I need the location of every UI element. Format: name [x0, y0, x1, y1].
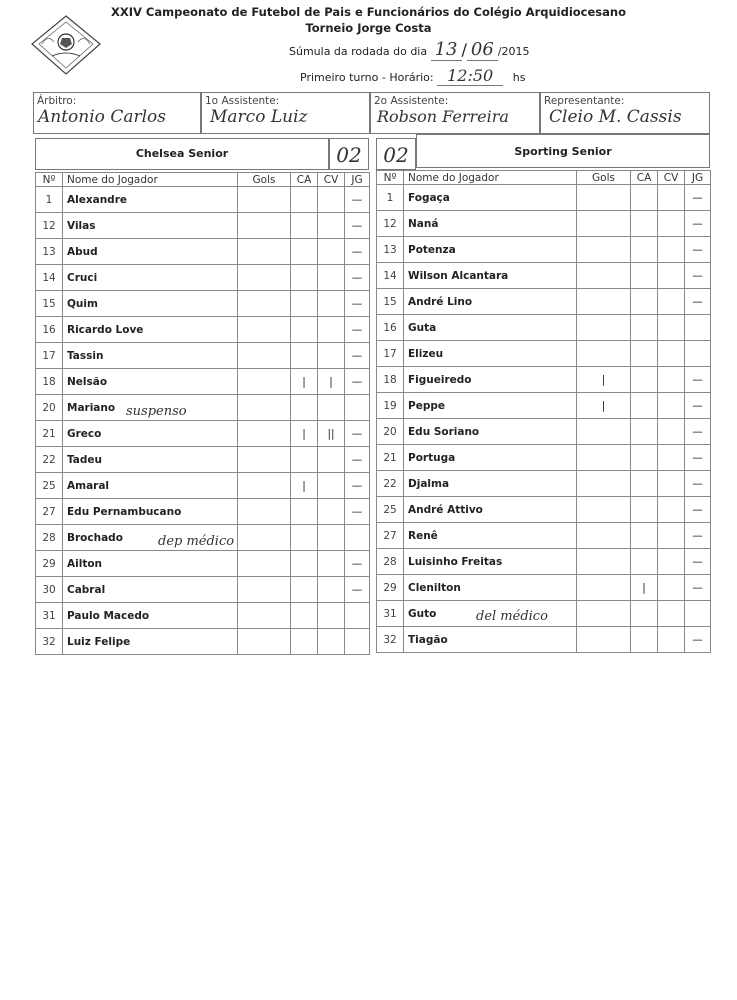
cv-cell[interactable]	[658, 289, 685, 315]
jg-cell[interactable]: —	[685, 627, 711, 653]
col-cv: CV	[658, 171, 685, 185]
player-row	[377, 315, 711, 341]
col-name: Nome do Jogador	[63, 173, 238, 187]
col-ca: CA	[631, 171, 658, 185]
player-number: 28	[36, 525, 63, 551]
player-name: Peppe	[404, 393, 577, 419]
ca-cell[interactable]	[291, 265, 318, 291]
ca-cell[interactable]: |	[291, 369, 318, 395]
player-row	[377, 419, 711, 445]
gols-cell[interactable]	[577, 315, 631, 341]
player-row	[377, 523, 711, 549]
cv-cell[interactable]	[658, 497, 685, 523]
player-number: 19	[377, 393, 404, 419]
gols-cell[interactable]	[577, 523, 631, 549]
player-name: Wilson Alcantara	[404, 263, 577, 289]
time-value[interactable]: 12:50	[437, 66, 503, 86]
jg-cell[interactable]: —	[345, 187, 370, 213]
ca-cell[interactable]	[631, 211, 658, 237]
player-row	[36, 447, 370, 473]
col-num: Nº	[377, 171, 404, 185]
player-number: 27	[36, 499, 63, 525]
cv-cell[interactable]	[318, 499, 345, 525]
gols-cell[interactable]	[577, 627, 631, 653]
cv-cell[interactable]	[658, 471, 685, 497]
ca-cell[interactable]	[291, 577, 318, 603]
col-ca: CA	[291, 173, 318, 187]
cv-cell[interactable]	[658, 627, 685, 653]
col-gols: Gols	[577, 171, 631, 185]
player-row	[36, 603, 370, 629]
gols-cell[interactable]	[577, 575, 631, 601]
player-row	[377, 341, 711, 367]
cv-cell[interactable]	[658, 523, 685, 549]
gols-cell[interactable]	[238, 317, 291, 343]
ca-cell[interactable]	[631, 523, 658, 549]
player-number: 28	[377, 549, 404, 575]
jg-cell[interactable]: —	[345, 369, 370, 395]
player-row	[377, 263, 711, 289]
gols-cell[interactable]	[577, 601, 631, 627]
jg-cell[interactable]: —	[685, 367, 711, 393]
player-name: Tiagão	[404, 627, 577, 653]
cv-cell[interactable]	[318, 343, 345, 369]
time-unit: hs	[512, 71, 526, 84]
player-number: 16	[377, 315, 404, 341]
player-row	[36, 291, 370, 317]
ca-cell[interactable]	[631, 393, 658, 419]
gols-cell[interactable]: |	[577, 367, 631, 393]
ca-cell[interactable]: |	[291, 421, 318, 447]
player-row	[36, 421, 370, 447]
ca-cell[interactable]	[631, 445, 658, 471]
player-name: Nelsão	[63, 369, 238, 395]
gols-cell[interactable]	[577, 263, 631, 289]
jg-cell[interactable]: —	[345, 421, 370, 447]
player-number: 14	[36, 265, 63, 291]
player-name: Luiz Felipe	[63, 629, 238, 655]
jg-cell[interactable]	[685, 601, 711, 627]
gols-cell[interactable]	[577, 341, 631, 367]
roster-left	[35, 172, 370, 655]
jg-cell[interactable]	[345, 629, 370, 655]
player-row	[377, 471, 711, 497]
jg-cell[interactable]	[345, 525, 370, 551]
player-row	[36, 239, 370, 265]
col-name: Nome do Jogador	[404, 171, 577, 185]
cv-cell[interactable]	[658, 575, 685, 601]
cv-cell[interactable]	[658, 341, 685, 367]
ca-cell[interactable]	[631, 471, 658, 497]
player-row	[36, 551, 370, 577]
player-name: Tassin	[63, 343, 238, 369]
ca-cell[interactable]	[291, 499, 318, 525]
arbitro-label: Árbitro:	[37, 95, 77, 107]
player-row	[36, 265, 370, 291]
representante-box[interactable]	[540, 92, 710, 134]
player-name: Abud	[63, 239, 238, 265]
player-number: 18	[377, 367, 404, 393]
player-name: Renê	[404, 523, 577, 549]
ca-cell[interactable]	[631, 601, 658, 627]
player-number: 20	[36, 395, 63, 421]
player-number: 25	[377, 497, 404, 523]
cv-cell[interactable]	[318, 317, 345, 343]
player-name: Brochado	[63, 525, 238, 551]
player-name: Potenza	[404, 237, 577, 263]
jg-cell[interactable]: —	[685, 393, 711, 419]
gols-cell[interactable]	[238, 473, 291, 499]
player-name: Djalma	[404, 471, 577, 497]
ca-cell[interactable]	[631, 341, 658, 367]
arbitro-box[interactable]	[33, 92, 201, 134]
jg-cell[interactable]: —	[345, 265, 370, 291]
gols-cell[interactable]	[577, 497, 631, 523]
player-name: Quim	[63, 291, 238, 317]
gols-cell[interactable]	[238, 213, 291, 239]
ca-cell[interactable]	[291, 603, 318, 629]
player-number: 30	[36, 577, 63, 603]
turno-line	[300, 66, 525, 85]
col-jg: JG	[345, 173, 370, 187]
sumula-line: Súmula da rodada do dia 13 / 06 /2015	[289, 39, 530, 60]
player-row	[36, 369, 370, 395]
player-name: Tadeu	[63, 447, 238, 473]
player-name: Mariano	[63, 395, 238, 421]
ca-cell[interactable]	[631, 549, 658, 575]
player-number: 15	[377, 289, 404, 315]
page-title: XXIV Campeonato de Futebol de Pais e Funcionários do Colégio Arquidiocesano	[110, 5, 626, 19]
player-number: 12	[377, 211, 404, 237]
player-name: Edu Pernambucano	[63, 499, 238, 525]
player-number: 22	[36, 447, 63, 473]
player-number: 17	[36, 343, 63, 369]
cv-cell[interactable]	[658, 601, 685, 627]
player-number: 12	[36, 213, 63, 239]
player-name: Luisinho Freitas	[404, 549, 577, 575]
player-row	[377, 185, 711, 211]
player-row	[377, 211, 711, 237]
note-dep-medico-left: dep médico	[158, 534, 235, 549]
player-name: Paulo Macedo	[63, 603, 238, 629]
player-name: Elizeu	[404, 341, 577, 367]
assistant2-box[interactable]	[370, 92, 540, 134]
cv-cell[interactable]	[658, 185, 685, 211]
jg-cell[interactable]: —	[685, 497, 711, 523]
jg-cell[interactable]: —	[345, 213, 370, 239]
ca-cell[interactable]	[631, 419, 658, 445]
col-num: Nº	[36, 173, 63, 187]
player-row	[377, 367, 711, 393]
ca-cell[interactable]	[291, 343, 318, 369]
gols-cell[interactable]	[238, 187, 291, 213]
player-row	[36, 473, 370, 499]
jg-cell[interactable]: —	[345, 551, 370, 577]
cv-cell[interactable]	[658, 549, 685, 575]
player-row	[36, 343, 370, 369]
player-name: Guto	[404, 601, 577, 627]
player-number: 31	[36, 603, 63, 629]
gols-cell[interactable]: |	[577, 393, 631, 419]
cv-cell[interactable]: |	[318, 369, 345, 395]
roster-header-row	[377, 171, 711, 185]
gols-cell[interactable]	[238, 265, 291, 291]
turno-prefix: Primeiro turno - Horário:	[300, 71, 434, 84]
jg-cell[interactable]: —	[685, 575, 711, 601]
cv-cell[interactable]	[658, 237, 685, 263]
jg-cell[interactable]: —	[685, 237, 711, 263]
ca-cell[interactable]	[291, 291, 318, 317]
gols-cell[interactable]	[577, 549, 631, 575]
ca-cell[interactable]	[631, 497, 658, 523]
jg-cell[interactable]	[345, 395, 370, 421]
assist2-value: Robson Ferreira	[377, 107, 509, 126]
ca-cell[interactable]	[631, 289, 658, 315]
player-name: Greco	[63, 421, 238, 447]
jg-cell[interactable]: —	[685, 471, 711, 497]
player-row	[377, 289, 711, 315]
gols-cell[interactable]	[238, 421, 291, 447]
team-left-name: Chelsea Senior	[35, 138, 329, 170]
note-dep-medico-right: del médico	[476, 609, 548, 624]
cv-cell[interactable]	[318, 265, 345, 291]
team-left-score[interactable]: 02	[329, 138, 369, 170]
gols-cell[interactable]	[238, 239, 291, 265]
cv-cell[interactable]	[658, 263, 685, 289]
player-number: 27	[377, 523, 404, 549]
gols-cell[interactable]	[577, 237, 631, 263]
jg-cell[interactable]: —	[345, 473, 370, 499]
cv-cell[interactable]	[318, 473, 345, 499]
jg-cell[interactable]: —	[685, 211, 711, 237]
jg-cell[interactable]: —	[345, 317, 370, 343]
gols-cell[interactable]	[238, 395, 291, 421]
cv-cell[interactable]	[318, 291, 345, 317]
player-number: 25	[36, 473, 63, 499]
player-name: André Attivo	[404, 497, 577, 523]
roster-right	[376, 170, 711, 653]
gols-cell[interactable]	[238, 499, 291, 525]
jg-cell[interactable]: —	[345, 577, 370, 603]
team-right-score[interactable]: 02	[376, 138, 416, 170]
cv-cell[interactable]	[318, 213, 345, 239]
player-row	[36, 395, 370, 421]
jg-cell[interactable]	[685, 315, 711, 341]
player-row	[36, 317, 370, 343]
ca-cell[interactable]	[631, 315, 658, 341]
cv-cell[interactable]	[658, 367, 685, 393]
gols-cell[interactable]	[238, 343, 291, 369]
ca-cell[interactable]	[291, 395, 318, 421]
ca-cell[interactable]	[291, 239, 318, 265]
date-year: /2015	[497, 45, 530, 58]
ca-cell[interactable]	[631, 237, 658, 263]
assist2-label: 2o Assistente:	[374, 95, 449, 107]
assist1-value: Marco Luiz	[210, 107, 308, 127]
gols-cell[interactable]	[577, 419, 631, 445]
gols-cell[interactable]	[238, 629, 291, 655]
ca-cell[interactable]	[631, 367, 658, 393]
player-number: 13	[36, 239, 63, 265]
player-number: 13	[377, 237, 404, 263]
player-row	[36, 187, 370, 213]
jg-cell[interactable]: —	[345, 239, 370, 265]
gols-cell[interactable]	[238, 369, 291, 395]
player-name: Fogaça	[404, 185, 577, 211]
date-day[interactable]: 13	[431, 39, 462, 61]
ca-cell[interactable]	[291, 629, 318, 655]
player-number: 21	[377, 445, 404, 471]
player-row	[36, 629, 370, 655]
player-name: Clenilton	[404, 575, 577, 601]
player-number: 14	[377, 263, 404, 289]
gols-cell[interactable]	[577, 471, 631, 497]
player-number: 32	[36, 629, 63, 655]
player-number: 16	[36, 317, 63, 343]
cv-cell[interactable]	[658, 315, 685, 341]
player-name: Edu Soriano	[404, 419, 577, 445]
player-name: Ricardo Love	[63, 317, 238, 343]
jg-cell[interactable]: —	[685, 523, 711, 549]
cv-cell[interactable]	[318, 525, 345, 551]
player-number: 15	[36, 291, 63, 317]
cv-cell[interactable]	[658, 211, 685, 237]
gols-cell[interactable]	[577, 185, 631, 211]
jg-cell[interactable]: —	[345, 343, 370, 369]
ca-cell[interactable]	[291, 525, 318, 551]
jg-cell[interactable]	[345, 603, 370, 629]
player-name: Ailton	[63, 551, 238, 577]
ca-cell[interactable]	[291, 551, 318, 577]
ca-cell[interactable]	[631, 185, 658, 211]
ca-cell[interactable]	[631, 263, 658, 289]
team-right-name: Sporting Senior	[416, 134, 710, 168]
col-gols: Gols	[238, 173, 291, 187]
rep-value: Cleio M. Cassis	[549, 107, 682, 127]
cv-cell[interactable]	[318, 629, 345, 655]
player-number: 21	[36, 421, 63, 447]
player-name: Figueiredo	[404, 367, 577, 393]
player-number: 22	[377, 471, 404, 497]
roster-header-row	[36, 173, 370, 187]
player-name: Cabral	[63, 577, 238, 603]
cv-cell[interactable]	[318, 447, 345, 473]
player-row	[377, 497, 711, 523]
gols-cell[interactable]	[238, 603, 291, 629]
ca-cell[interactable]	[291, 187, 318, 213]
arbitro-value: Antonio Carlos	[38, 107, 166, 127]
cv-cell[interactable]	[318, 577, 345, 603]
jg-cell[interactable]: —	[345, 499, 370, 525]
jg-cell[interactable]: —	[685, 549, 711, 575]
player-name: Guta	[404, 315, 577, 341]
gols-cell[interactable]	[577, 445, 631, 471]
player-name: André Lino	[404, 289, 577, 315]
assistant1-box[interactable]	[201, 92, 370, 134]
player-number: 18	[36, 369, 63, 395]
player-row	[377, 393, 711, 419]
player-name: Naná	[404, 211, 577, 237]
assist1-label: 1o Assistente:	[205, 95, 280, 107]
cv-cell[interactable]: ||	[318, 421, 345, 447]
player-row	[36, 499, 370, 525]
page-subtitle: Torneio Jorge Costa	[305, 21, 432, 35]
player-row	[36, 213, 370, 239]
rep-label: Representante:	[544, 95, 625, 107]
player-number: 31	[377, 601, 404, 627]
gols-cell[interactable]	[238, 525, 291, 551]
cv-cell[interactable]	[658, 393, 685, 419]
note-suspenso: suspenso	[126, 404, 187, 419]
cv-cell[interactable]	[318, 239, 345, 265]
jg-cell[interactable]	[685, 341, 711, 367]
player-row	[377, 575, 711, 601]
gols-cell[interactable]	[238, 447, 291, 473]
player-number: 1	[36, 187, 63, 213]
cv-cell[interactable]	[658, 419, 685, 445]
cv-cell[interactable]	[318, 187, 345, 213]
player-number: 1	[377, 185, 404, 211]
jg-cell[interactable]: —	[685, 419, 711, 445]
ca-cell[interactable]: |	[631, 575, 658, 601]
jg-cell[interactable]: —	[685, 289, 711, 315]
ca-cell[interactable]	[631, 627, 658, 653]
date-month[interactable]: 06	[467, 39, 498, 61]
jg-cell[interactable]: —	[345, 291, 370, 317]
player-name: Alexandre	[63, 187, 238, 213]
ca-cell[interactable]	[291, 447, 318, 473]
ca-cell[interactable]	[291, 213, 318, 239]
player-row	[377, 549, 711, 575]
gols-cell[interactable]	[238, 551, 291, 577]
player-row	[36, 577, 370, 603]
player-name: Amaral	[63, 473, 238, 499]
player-row	[377, 627, 711, 653]
col-jg: JG	[685, 171, 711, 185]
player-number: 20	[377, 419, 404, 445]
sumula-prefix: Súmula da rodada do dia	[289, 45, 428, 58]
player-name: Cruci	[63, 265, 238, 291]
jg-cell[interactable]: —	[345, 447, 370, 473]
player-name: Vilas	[63, 213, 238, 239]
gols-cell[interactable]	[577, 289, 631, 315]
cv-cell[interactable]	[318, 551, 345, 577]
ca-cell[interactable]: |	[291, 473, 318, 499]
player-number: 17	[377, 341, 404, 367]
jg-cell[interactable]: —	[685, 185, 711, 211]
player-name: Portuga	[404, 445, 577, 471]
player-number: 29	[36, 551, 63, 577]
gols-cell[interactable]	[577, 211, 631, 237]
cv-cell[interactable]	[318, 603, 345, 629]
jg-cell[interactable]: —	[685, 445, 711, 471]
player-row	[377, 445, 711, 471]
jg-cell[interactable]: —	[685, 263, 711, 289]
col-cv: CV	[318, 173, 345, 187]
cv-cell[interactable]	[658, 445, 685, 471]
player-row	[377, 237, 711, 263]
ca-cell[interactable]	[291, 317, 318, 343]
gols-cell[interactable]	[238, 577, 291, 603]
player-number: 29	[377, 575, 404, 601]
cv-cell[interactable]	[318, 395, 345, 421]
player-number: 32	[377, 627, 404, 653]
gols-cell[interactable]	[238, 291, 291, 317]
